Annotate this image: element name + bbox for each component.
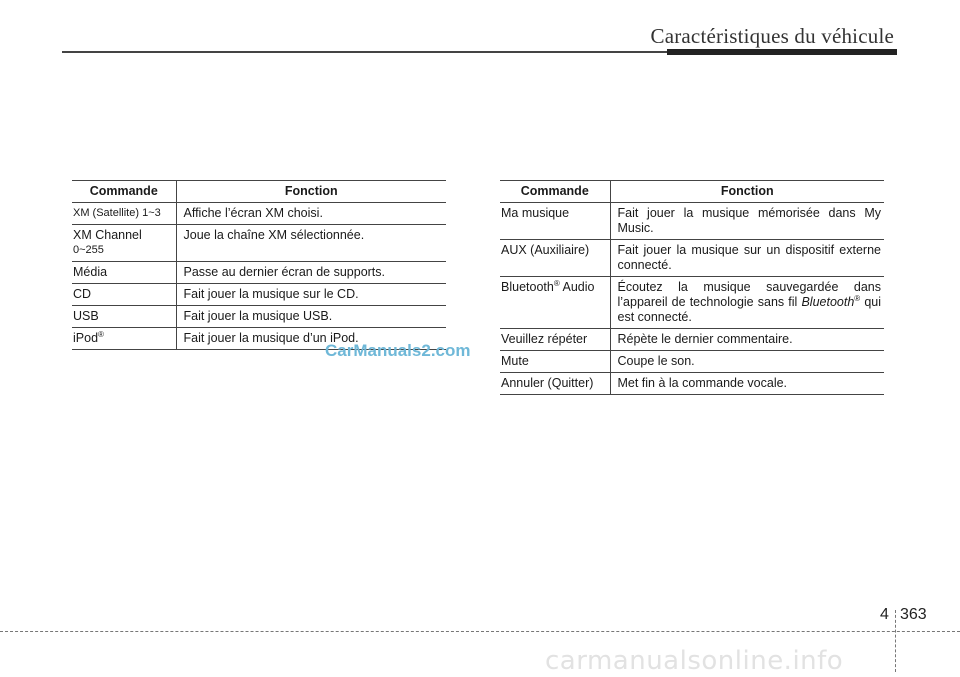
command-cell: Ma musique (500, 203, 610, 240)
table-row (500, 351, 884, 373)
table-row (500, 373, 884, 395)
table-row (72, 306, 446, 328)
command-text: iPod (73, 331, 99, 345)
command-cell: Annuler (Quitter) (500, 373, 610, 395)
command-text: XM Channel (73, 228, 142, 242)
header-rule (62, 51, 667, 53)
function-cell: Fait jouer la musique USB. (176, 306, 446, 328)
column-header-function: Fonction (610, 181, 884, 203)
command-cell: XM (Satellite) 1~3 (72, 203, 176, 225)
table-row (500, 329, 884, 351)
command-tail: Audio (559, 280, 595, 294)
footer-vertical-divider (895, 610, 896, 672)
table-row (500, 240, 884, 277)
command-cell (72, 225, 176, 262)
column-header-command: Commande (72, 181, 176, 203)
registered-mark: ® (98, 329, 104, 339)
column-header-command: Commande (500, 181, 610, 203)
section-title: Caractéristiques du véhicule (650, 24, 894, 48)
function-cell: Met fin à la commande vocale. (610, 373, 884, 395)
watermark-link[interactable]: CarManuals2.com (325, 341, 471, 360)
function-cell: Fait jouer la musique d’un iPod. (176, 328, 446, 350)
function-cell: Fait jouer la musique sur un dispositif externe connecté. (610, 240, 884, 277)
column-header-function: Fonction (176, 181, 446, 203)
voice-command-table-left (72, 180, 446, 350)
function-cell: Répète le dernier commentaire. (610, 329, 884, 351)
site-watermark: carmanualsonline.info (545, 646, 844, 676)
function-cell: Passe au dernier écran de supports. (176, 262, 446, 284)
function-cell (610, 277, 884, 329)
table-row (72, 262, 446, 284)
function-text-end: qui est connecté. (617, 295, 881, 324)
function-cell: Fait jouer la musique mémorisée dans My Music. (610, 203, 884, 240)
voice-command-table-right (500, 180, 884, 395)
function-cell: Fait jouer la musique sur le CD. (176, 284, 446, 306)
command-text: Bluetooth (501, 280, 554, 294)
command-cell: CD (72, 284, 176, 306)
header-bar (667, 49, 897, 55)
function-emphasis: Bluetooth (801, 295, 855, 309)
command-cell: USB (72, 306, 176, 328)
command-cell: AUX (Auxiliaire) (500, 240, 610, 277)
command-cell: Média (72, 262, 176, 284)
function-cell: Coupe le son. (610, 351, 884, 373)
command-cell: Mute (500, 351, 610, 373)
table-row (500, 203, 884, 240)
command-cell: Veuillez répéter (500, 329, 610, 351)
command-cell (72, 328, 176, 350)
table-row (72, 203, 446, 225)
table-row (72, 284, 446, 306)
function-cell: Affiche l’écran XM choisi. (176, 203, 446, 225)
registered-mark: ® (854, 293, 861, 303)
command-cell (500, 277, 610, 329)
command-subtext: 0~255 (73, 244, 104, 256)
page-number: 363 (900, 606, 927, 623)
registered-mark: ® (553, 278, 560, 288)
footer-divider (0, 631, 960, 632)
table-row (72, 225, 446, 262)
function-cell: Joue la chaîne XM sélectionnée. (176, 225, 446, 262)
table-header-row (72, 181, 446, 203)
table-row (500, 277, 884, 329)
chapter-number: 4 (880, 606, 889, 623)
table-header-row (500, 181, 884, 203)
function-text: Écoutez la musique sauvegardée dans l’appareil de technologie sans fil (617, 280, 881, 309)
